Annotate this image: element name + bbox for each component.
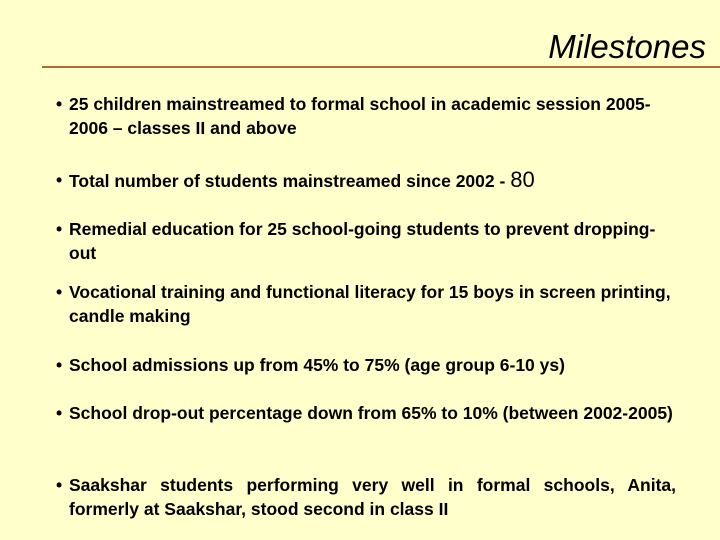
bullet-icon: • (56, 475, 63, 495)
bullet-icon: • (56, 219, 63, 239)
bullet-text: Vocational training and functional literacy for 15 boys in screen printing, candle making (69, 282, 671, 326)
bullet-text (56, 168, 676, 193)
bullet-item (56, 401, 676, 425)
bullet-item (56, 217, 676, 265)
bullet-text: 25 children mainstreamed to formal school in academic session 2005-2006 – classes II and above (69, 94, 651, 138)
bullet-icon: • (56, 282, 63, 302)
mainstreamed-total: 80 (510, 167, 535, 192)
slide-title: Milestones (548, 28, 706, 65)
bullet-text: School admissions up from 45% to 75% (age group 6-10 ys) (69, 355, 565, 375)
bullet-item (56, 92, 676, 140)
bullet-icon: • (56, 94, 63, 114)
bullet-icon: • (56, 403, 63, 423)
bullet-item (56, 353, 676, 377)
bullet-icon: • (56, 355, 63, 375)
bullet-item (56, 280, 676, 328)
bullet-item (56, 168, 676, 193)
bullet-text-main: Total number of students mainstreamed since 2002 - (69, 171, 506, 191)
title-divider (42, 66, 720, 68)
bullet-text: Remedial education for 25 school-going students to prevent dropping-out (69, 219, 656, 263)
bullet-text: Saakshar students performing very well in formal schools, Anita, formerly at Saakshar, stood second in class II (69, 475, 676, 519)
bullet-item (56, 473, 676, 521)
bullet-text: School drop-out percentage down from 65% to 10% (between 2002-2005) (69, 403, 673, 423)
bullet-icon: • (56, 170, 63, 190)
